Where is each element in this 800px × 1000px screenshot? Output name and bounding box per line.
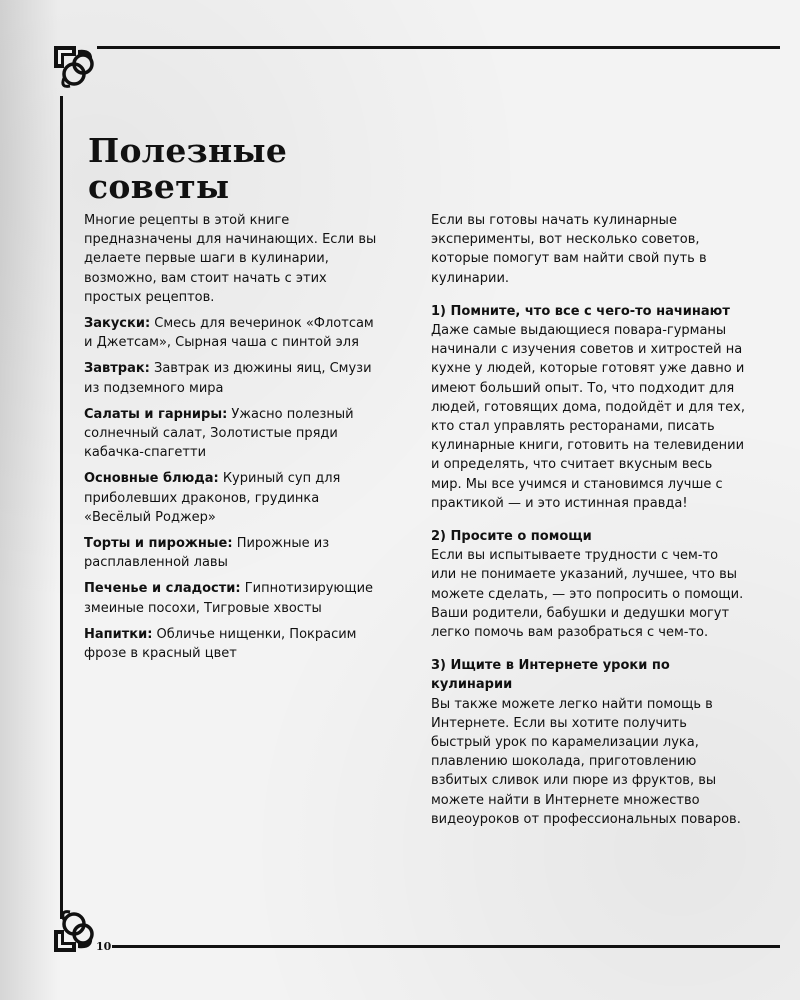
category-label: Салаты и гарниры: [84,406,228,422]
category-text: Обличье нищенки, Покрасим фрозе в красный цвет [84,626,357,662]
category-text: Гипнотизирующие змеиные посохи, Тигровые хвосты [84,581,374,616]
category-item [84,534,384,572]
bottom-border-line [112,945,780,948]
corner-ornament-icon [50,908,96,956]
category-label: Торты и пирожные: [84,536,233,552]
category-item [84,405,384,463]
tip-body: Даже самые выдающиеся повара-гурманы начинали с изучения советов и хитростей на кухне у людей, которые готовят уже давно и имеют больший опыт. То, что подходит для людей, готовящих дома, подойдёт и для тех, кто стал управлять ресторанами, писать кулинарные книги, готовить на телевидении и определять, что считает вкусным весь мир. Мы все учимся и становимся лучше с практикой — и это истинная правда! [431,323,746,511]
tip-section [431,527,746,642]
page-edge-shadow [0,0,58,1000]
category-text: Пирожные из расплавленной лавы [84,536,330,571]
tip-heading: 1) Помните, что все с чего-то начинают [431,303,730,319]
tip-heading: 3) Ищите в Интернете уроки по кулинарии [431,658,670,693]
corner-ornament-icon [50,42,96,90]
tip-body: Если вы испытываете трудности с чем-то или не понимаете указаний, лучшее, что вы можете сделать, — это попросить о помощи. Ваши родители, бабушки и дедушки могут легко помочь вам разобраться с чем-то. [431,548,744,641]
category-item [84,625,384,663]
left-column [84,211,384,670]
tip-heading: 2) Просите о помощи [431,529,592,545]
category-label: Закуски: [84,316,151,332]
top-border-line [97,46,780,49]
category-label: Печенье и сладости: [84,581,241,597]
right-intro-paragraph: Если вы готовы начать кулинарные эксперименты, вот несколько советов, которые помогут вам найти свой путь в кулинарии. [431,213,707,286]
right-column [431,211,746,843]
category-label: Завтрак: [84,361,150,377]
page-number: 10 [96,940,112,953]
page-title: Полезные советы [88,131,288,206]
category-item [84,314,384,352]
category-text: Смесь для вечеринок «Флотсам и Джетсам», Сырная чаша с пинтой эля [84,316,374,351]
category-text: Ужасно полезный солнечный салат, Золотистые пряди кабачка-спагетти [84,406,354,461]
category-item [84,359,384,397]
tip-section [431,656,746,829]
category-item [84,469,384,527]
category-label: Напитки: [84,626,153,642]
category-label: Основные блюда: [84,471,219,487]
left-intro-paragraph: Многие рецепты в этой книге предназначены для начинающих. Если вы делаете первые шаги в кулинарии, возможно, вам стоит начать с этих простых рецептов. [84,213,377,305]
category-text: Завтрак из дюжины яиц, Смузи из подземного мира [84,361,372,396]
tip-body: Вы также можете легко найти помощь в Интернете. Если вы хотите получить быстрый урок по карамелизации лука, плавлению шоколада, приготовлению взбитых сливок или пюре из фруктов, вы можете найти в Интернете множество видеоуроков от профессиональных поваров. [431,696,741,827]
tip-section [431,302,746,513]
category-text: Куриный суп для приболевших драконов, грудинка «Весёлый Роджер» [84,471,341,525]
category-item [84,579,384,617]
left-border-line [60,96,63,919]
